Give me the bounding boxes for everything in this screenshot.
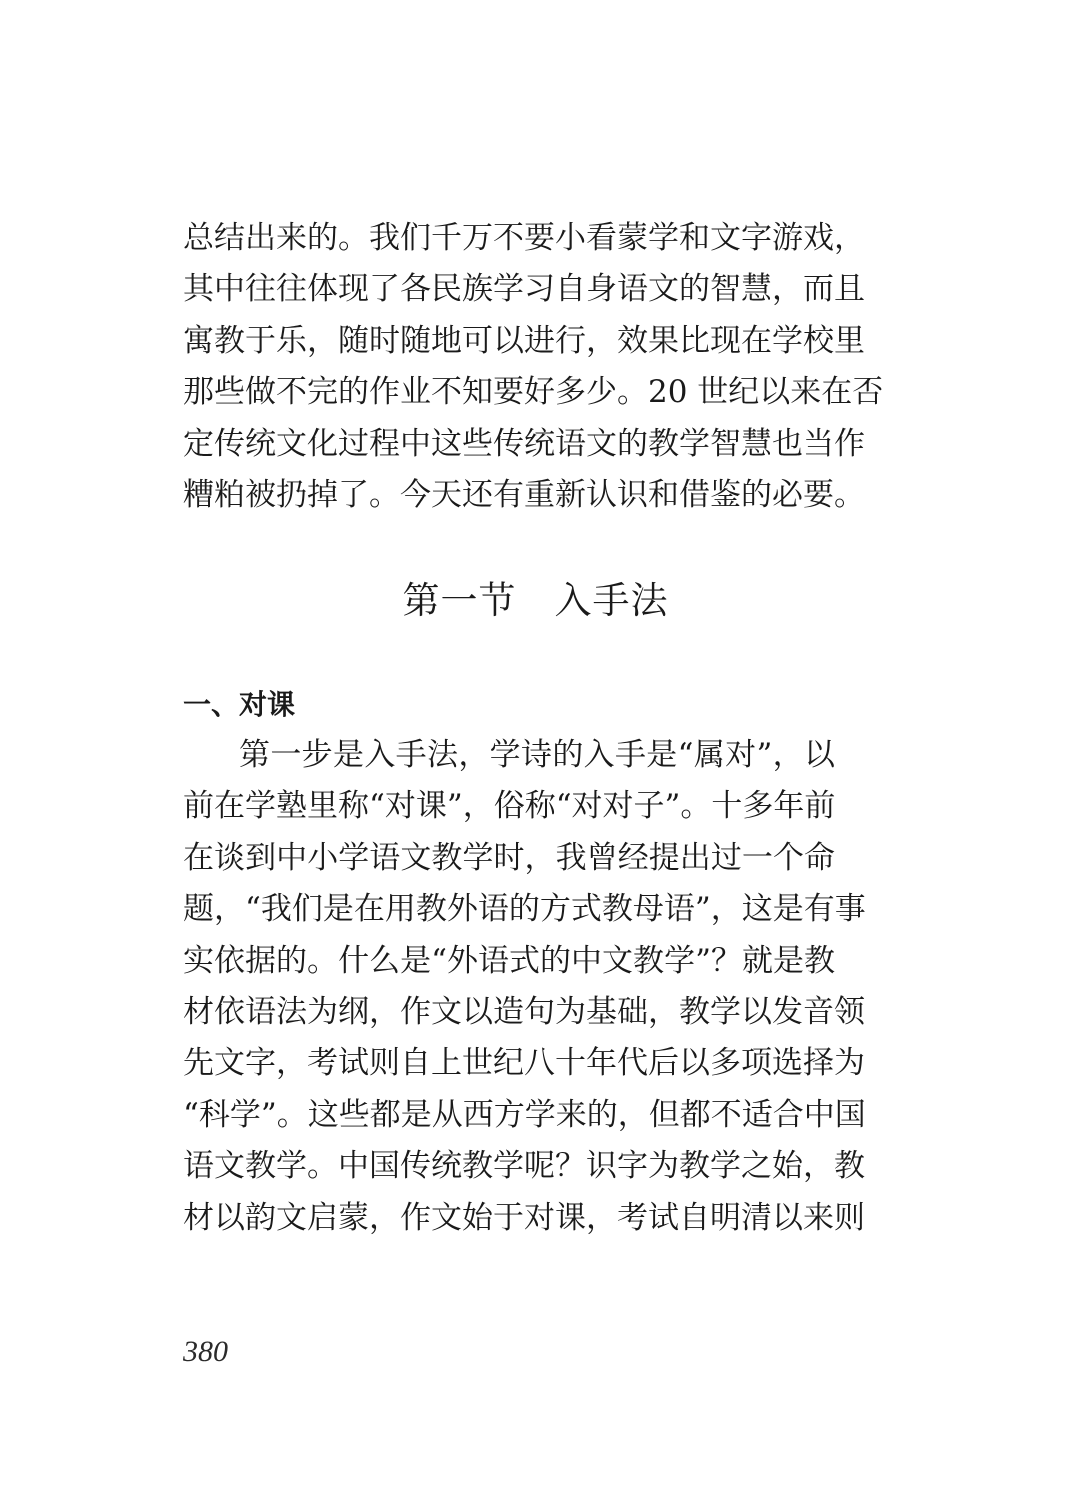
text-line: 那些做不完的作业不知要好多少。20 世纪以来在否	[183, 374, 884, 411]
subheading: 一、对课	[183, 688, 296, 721]
paragraph-continued	[183, 213, 884, 521]
text-line: 在谈到中小学语文教学时，我曾经提出过一个命	[183, 839, 835, 876]
text-line: 定传统文化过程中这些传统语文的教学智慧也当作	[183, 425, 865, 462]
text-line: 其中往往体现了各民族学习自身语文的智慧，而且	[183, 271, 865, 308]
text-line: 糟粕被扔掉了。今天还有重新认识和借鉴的必要。	[183, 476, 865, 513]
text-line: 语文教学。中国传统教学呢？识字为教学之始，教	[183, 1148, 865, 1185]
text-line: 前在学塾里称“对课”，俗称“对对子”。十多年前	[183, 788, 836, 825]
text-line: 题，“我们是在用教外语的方式教母语”，这是有事	[183, 891, 866, 928]
section-title: 第一节 入手法	[402, 579, 669, 622]
text-line: “科学”。这些都是从西方学来的，但都不适合中国	[183, 1096, 866, 1133]
page-number: 380	[183, 1335, 228, 1368]
text-line: 实依据的。什么是“外语式的中文教学”？就是教	[183, 942, 835, 979]
text-line: 材以韵文启蒙，作文始于对课，考试自明清以来则	[183, 1199, 865, 1236]
text-line: 总结出来的。我们千万不要小看蒙学和文字游戏，	[183, 220, 865, 256]
text-line: 材依语法为纲，作文以造句为基础，教学以发音领	[183, 993, 865, 1030]
text-line: 寓教于乐，随时随地可以进行，效果比现在学校里	[183, 322, 865, 359]
text-line: 第一步是入手法，学诗的入手是“属对”，以	[239, 737, 835, 773]
text-line: 先文字，考试则自上世纪八十年代后以多项选择为	[183, 1045, 865, 1082]
paragraph-body	[183, 730, 866, 1244]
